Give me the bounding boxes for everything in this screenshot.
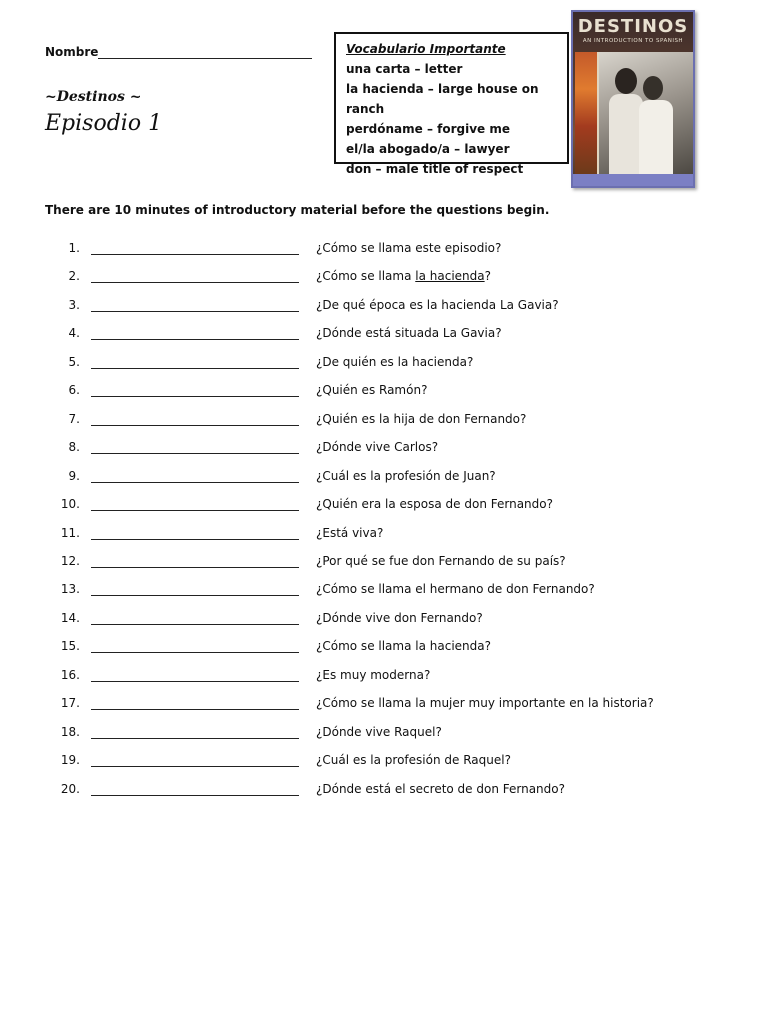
answer-blank-line[interactable] bbox=[91, 339, 299, 340]
question-text: ¿Quién es la hija de don Fernando? bbox=[316, 411, 527, 426]
question-text: ¿Cómo se llama el hermano de don Fernando? bbox=[316, 582, 595, 597]
answer-blank-line[interactable] bbox=[91, 282, 299, 283]
answer-blank-line[interactable] bbox=[91, 254, 299, 255]
question-text: ¿Quién era la esposa de don Fernando? bbox=[316, 497, 553, 512]
question-number: 20. bbox=[60, 781, 80, 796]
question-text: ¿Dónde está el secreto de don Fernando? bbox=[316, 781, 565, 796]
answer-blank-line[interactable] bbox=[91, 539, 299, 540]
question-number: 3. bbox=[68, 297, 80, 312]
answer-blank-line[interactable] bbox=[91, 311, 299, 312]
answer-blank-line[interactable] bbox=[91, 453, 299, 454]
vocabulary-title: Vocabulario Importante bbox=[346, 42, 506, 56]
cover-figure-man bbox=[639, 100, 673, 174]
answer-blank-line[interactable] bbox=[91, 766, 299, 767]
cover-figure-man-head bbox=[643, 76, 663, 100]
answer-blank-line[interactable] bbox=[91, 595, 299, 596]
question-text-part: ? bbox=[484, 269, 491, 284]
question-text: ¿Es muy moderna? bbox=[316, 667, 431, 682]
intro-instructions: There are 10 minutes of introductory material before the questions begin. bbox=[45, 203, 550, 217]
question-number: 17. bbox=[60, 696, 80, 711]
page-title: Episodio 1 bbox=[45, 111, 163, 136]
answer-blank-line[interactable] bbox=[91, 709, 299, 710]
answer-blank-line[interactable] bbox=[91, 510, 299, 511]
question-text: ¿Por qué se fue don Fernando de su país? bbox=[316, 553, 566, 568]
name-label: Nombre bbox=[45, 45, 99, 59]
question-text: ¿Dónde vive Raquel? bbox=[316, 724, 442, 739]
cover-subtitle: AN INTRODUCTION TO SPANISH bbox=[582, 38, 684, 44]
answer-blank-line[interactable] bbox=[91, 567, 299, 568]
vocabulary-item: perdóname – forgive me bbox=[346, 122, 510, 136]
answer-blank-line[interactable] bbox=[91, 738, 299, 739]
question-text: ¿Cómo se llama este episodio? bbox=[316, 241, 502, 255]
question-number: 1. bbox=[68, 241, 80, 255]
question-text: ¿De qué época es la hacienda La Gavia? bbox=[316, 297, 559, 312]
question-text: ¿De quién es la hacienda? bbox=[316, 354, 474, 369]
question-number: 19. bbox=[60, 753, 80, 768]
question-text: ¿Dónde vive Carlos? bbox=[316, 440, 439, 455]
question-number: 14. bbox=[60, 610, 80, 625]
name-field-row bbox=[45, 45, 312, 59]
answer-blank-line[interactable] bbox=[91, 482, 299, 483]
subtitle-destinos: ~Destinos ~ bbox=[45, 89, 142, 105]
question-number: 11. bbox=[60, 525, 80, 540]
cover-title: DESTINOS bbox=[577, 16, 689, 37]
question-number: 2. bbox=[68, 269, 80, 284]
answer-blank-line[interactable] bbox=[91, 681, 299, 682]
answer-blank-line[interactable] bbox=[91, 624, 299, 625]
cover-figure-woman-head bbox=[615, 68, 637, 94]
question-text: ¿Dónde está situada La Gavia? bbox=[316, 326, 502, 341]
answer-blank-line[interactable] bbox=[91, 368, 299, 369]
question-text: ¿Cuál es la profesión de Juan? bbox=[316, 468, 496, 483]
question-number: 9. bbox=[68, 468, 80, 483]
vocabulary-item: una carta – letter bbox=[346, 62, 463, 76]
question-number: 10. bbox=[60, 497, 80, 512]
question-number: 7. bbox=[68, 411, 80, 426]
question-number: 12. bbox=[60, 553, 80, 568]
question-text: ¿Dónde vive don Fernando? bbox=[316, 610, 483, 625]
answer-blank-line[interactable] bbox=[91, 652, 299, 653]
question-number: 6. bbox=[68, 383, 80, 398]
question-text: ¿Cuál es la profesión de Raquel? bbox=[316, 753, 511, 768]
question-text-underlined: la hacienda bbox=[415, 269, 485, 284]
question-number: 15. bbox=[60, 639, 80, 654]
question-number: 8. bbox=[68, 440, 80, 455]
vocabulary-item: la hacienda – large house on ranch bbox=[346, 82, 539, 116]
answer-blank-line[interactable] bbox=[91, 425, 299, 426]
question-text: ¿Está viva? bbox=[316, 525, 384, 540]
vocabulary-item: don – male title of respect bbox=[346, 162, 524, 176]
name-blank-line[interactable] bbox=[98, 45, 312, 59]
question-number: 13. bbox=[60, 582, 80, 597]
question-text: ¿Cómo se llama la hacienda? bbox=[316, 639, 491, 654]
question-text bbox=[316, 269, 491, 283]
question-text: ¿Quién es Ramón? bbox=[316, 383, 428, 398]
question-number: 5. bbox=[68, 354, 80, 369]
vocabulary-item: el/la abogado/a – lawyer bbox=[346, 142, 510, 156]
question-number: 16. bbox=[60, 667, 80, 682]
question-text-part: ¿Cómo se llama bbox=[316, 269, 416, 284]
question-text: ¿Cómo se llama la mujer muy importante en la historia? bbox=[316, 696, 654, 711]
destinos-book-cover-image bbox=[571, 10, 695, 188]
cover-figure-woman bbox=[609, 94, 643, 174]
question-number: 18. bbox=[60, 724, 80, 739]
question-number: 4. bbox=[68, 326, 80, 341]
vocabulary-box bbox=[334, 32, 569, 176]
cover-bottom-band bbox=[573, 174, 693, 186]
answer-blank-line[interactable] bbox=[91, 396, 299, 397]
answer-blank-line[interactable] bbox=[91, 795, 299, 796]
